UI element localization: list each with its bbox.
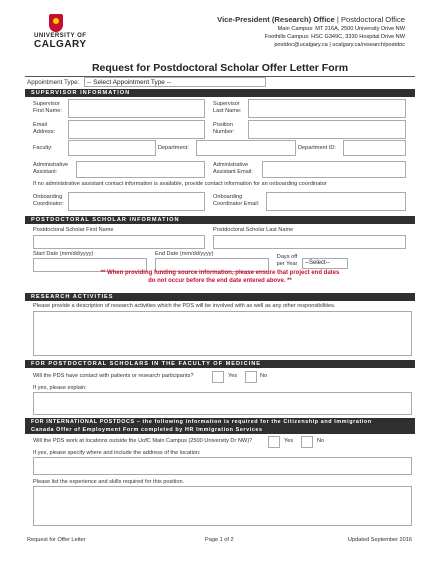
logo-text-line1: UNIVERSITY OF xyxy=(34,33,87,39)
office-subtitle: | Postdoctoral Office xyxy=(336,15,405,24)
section-header-international xyxy=(25,418,415,434)
scholar-last-name-label: Postdoctoral Scholar Last Name xyxy=(213,227,294,233)
scholar-first-name-field[interactable] xyxy=(33,235,205,249)
scholar-last-name-field[interactable] xyxy=(213,235,406,249)
admin-assistant-field[interactable] xyxy=(76,161,205,178)
patient-contact-no-checkbox[interactable] xyxy=(245,371,257,383)
section-header-supervisor: SUPERVISOR INFORMATION xyxy=(25,89,415,97)
email-field[interactable] xyxy=(68,120,205,139)
international-heading-line1: FOR INTERNATIONAL POSTDOCS – the following information is required for the Citizenship and Immigration xyxy=(31,419,372,425)
appointment-type-select[interactable]: -- Select Appointment Type -- xyxy=(84,77,266,87)
research-prompt: Please provide a description of research activities which the PDS will be involved with as well as any other responsibilities. xyxy=(33,303,336,309)
university-logo xyxy=(30,14,87,52)
department-label: Department: xyxy=(158,145,189,151)
section-header-scholar: POSTDOCTORAL SCHOLAR INFORMATION xyxy=(25,216,415,224)
admin-email-label: Administrative Assistant Email: xyxy=(213,162,253,175)
onboarding-email-field[interactable] xyxy=(266,192,406,211)
offsite-no-checkbox[interactable] xyxy=(301,436,313,448)
supervisor-first-name-label: Supervisor First Name: xyxy=(33,101,62,114)
admin-email-field[interactable] xyxy=(262,161,406,178)
crest-icon xyxy=(49,14,63,32)
appointment-label: Appointment Type: xyxy=(27,79,80,86)
patient-explain-field[interactable] xyxy=(33,392,412,415)
form-title: Request for Postdoctoral Scholar Offer Letter Form xyxy=(91,62,349,74)
international-heading-line2: Canada Offer of Employment Form completed by HR Immigration Services xyxy=(31,427,263,433)
section-header-research: RESEARCH ACTIVITIES xyxy=(25,293,415,301)
patient-explain-label: If yes, please explain: xyxy=(33,385,87,391)
onboarding-label: Onboarding Coordinator: xyxy=(33,194,64,207)
supervisor-last-name-label: Supervisor Last Name: xyxy=(213,101,242,114)
footer-form-name: Request for Offer Letter xyxy=(27,537,86,543)
foothills-campus-address: Foothills Campus: HSC G349C, 3330 Hospital Drive NW xyxy=(264,34,405,40)
patient-contact-no-label: No xyxy=(260,373,268,379)
end-date-label: End Date (mm/dd/yyyy) xyxy=(155,251,214,257)
admin-assistant-label: Administrative Assistant: xyxy=(33,162,69,175)
offsite-specify-label: If yes, please specify where and include the address of the location: xyxy=(33,450,201,456)
footer-page-number: Page 1 of 2 xyxy=(205,537,234,543)
offsite-yes-checkbox[interactable] xyxy=(268,436,280,448)
patient-contact-yes-label: Yes xyxy=(228,373,238,379)
patient-contact-question: Will the PDS have contact with patients or research participants? xyxy=(33,373,194,379)
section-header-medicine: FOR POSTDOCTORAL SCHOLARS IN THE FACULTY OF MEDICINE xyxy=(25,360,415,368)
scholar-first-name-label: Postdoctoral Scholar First Name xyxy=(33,227,114,233)
patient-contact-yes-checkbox[interactable] xyxy=(212,371,224,383)
research-description-field[interactable] xyxy=(33,311,412,356)
supervisor-first-name-field[interactable] xyxy=(68,99,205,118)
funding-note-line1: ** When providing funding source information, please ensure that project end dates xyxy=(100,270,340,276)
start-date-label: Start Date (mm/dd/yyyy) xyxy=(33,251,94,257)
experience-field[interactable] xyxy=(33,486,412,526)
department-id-label: Department ID: xyxy=(298,145,336,151)
days-off-select[interactable]: --Select-- xyxy=(302,258,348,269)
faculty-label: Faculty: xyxy=(33,145,53,151)
days-off-label: Days off per Year xyxy=(276,254,298,267)
department-field[interactable] xyxy=(196,140,296,156)
footer-updated: Updated September 2016 xyxy=(347,537,412,543)
offsite-yes-label: Yes xyxy=(284,438,294,444)
position-number-label: Position Number: xyxy=(213,122,235,135)
contact-line: postdoc@ucalgary.ca | ucalgary.ca/research/postdoc xyxy=(274,42,405,48)
experience-label: Please list the experience and skills required for this position. xyxy=(33,479,185,485)
onboarding-field[interactable] xyxy=(68,192,205,211)
logo-text-line2: CALGARY xyxy=(34,39,87,50)
office-title: Vice-President (Research) Office xyxy=(217,15,335,24)
email-label: Email Address: xyxy=(33,122,56,135)
no-admin-note: If no administrative assistant contact information is available, provide contact information for an onboarding coordinator xyxy=(33,181,327,187)
faculty-field[interactable] xyxy=(68,140,156,156)
funding-note-line2: do not occur before the end date entered above. ** xyxy=(148,278,292,284)
offsite-no-label: No xyxy=(317,438,325,444)
position-number-field[interactable] xyxy=(248,120,406,139)
offsite-question: Will the PDS work at locations outside the UofC Main Campus (2500 University Dr NW)? xyxy=(33,438,253,444)
offsite-location-field[interactable] xyxy=(33,457,412,475)
department-id-field[interactable] xyxy=(343,140,406,156)
supervisor-last-name-field[interactable] xyxy=(248,99,406,118)
office-header xyxy=(217,15,405,49)
main-campus-address: Main Campus: MT 216A, 2500 University Drive NW xyxy=(277,26,405,32)
onboarding-email-label: Onboarding Coordinator Email: xyxy=(213,194,260,207)
